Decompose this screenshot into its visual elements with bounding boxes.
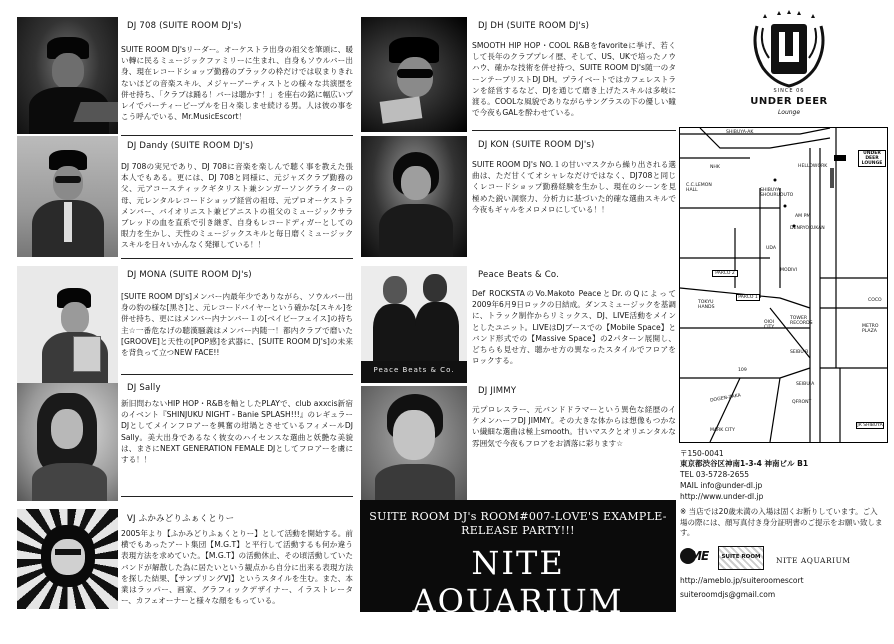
- dj-sally-photo: [17, 383, 118, 501]
- dj-kon-name: DJ KON (SUITE ROOM DJ's): [478, 140, 595, 150]
- contact-email[interactable]: suiteroomdjs@gmail.com: [680, 590, 776, 599]
- age-notice: ※ 当店では20歳未満の入場は固くお断りしています。ご入場の際には、顔写真付き身分証明書のご提示をお願い致します。: [680, 507, 883, 537]
- event-subtitle: SUITE ROOM DJ's ROOM#007-LOVE'S EXAMPLE-RELEASE PARTY!!!: [369, 510, 667, 537]
- map-roads: [680, 128, 887, 442]
- vj-fukamidori-name: VJ ふかみどりふぁくとりー: [127, 514, 235, 524]
- logo-name: UNDER DEER: [750, 96, 828, 107]
- peace-beats-bio: Def ROCKSTAのVo.Makoto PeaceとDr.のQによって2009年6月9日ロックの日結成。ダンスミュージックを基調に、トラック制作からリミックス、DJ、LIVE活動をメインとしたユニット。LIVEはDJブースでの【Mobile Space】とバンド形式での【Massive Space】の2パターン展開し、どちらも見せ方、聴かせ方の異なったスタイルでフロアをロックする。: [472, 289, 676, 366]
- sponsor-logo-me: [680, 546, 714, 566]
- dj-dh-bio: SMOOTH HIP HOP・COOL R&Bをfavoriteに挙げ、若くして長年のクラブプレイ歴、そして、US、UKで培ったノウハウ、確かな技術を併せ持つ、SUITE ROOM DJ's随一のターンテーブリストDJ DH。プライベートではカフェレストランを経営するなど、DJを通じて磨き上げたスキルは多岐に渡る。COOLな風貌でありながらサングラスの下の優しい瞳で今夜もGALを酔わせている。: [472, 41, 676, 118]
- venue-zip: 〒150-0041: [680, 449, 724, 458]
- peace-beats-photo: [361, 266, 467, 383]
- logo-sub: Lounge: [777, 109, 801, 116]
- peace-beats-caption: Peace Beats & Co.: [373, 366, 455, 374]
- map-label: DENRYOKUKAN: [790, 226, 825, 231]
- venue-map-pin: UNDER DEER LOUNGE: [858, 150, 886, 167]
- map-label: METRO PLAZA: [862, 324, 879, 334]
- map-label: MARK CITY: [710, 428, 735, 433]
- map-label: UDA: [766, 246, 776, 251]
- separator: [121, 135, 353, 136]
- map-label: OIOI CITY: [764, 320, 775, 330]
- map-label: SHIBUYA SHOURUOUTO: [760, 188, 794, 198]
- dj-sally-bio: 新旧問わないHIP HOP・R&Bを軸としたPLAYで、club axxcis新宿のイベント『SHINJUKU NIGHT - Banie SPLASH!!!』のレギュラーDJとしてメインフロアーを興奮の坩堝とさせているフィメールDJ Sally。美大出身であるなく彼女のハイセンスな選曲と妖艶な美貌は、まさにNEXT GENERATION FEMALE DJとしてフロアーを虜にする！！: [121, 399, 353, 465]
- venue-tel: TEL 03-5728-2655: [680, 470, 750, 479]
- separator: [121, 374, 353, 375]
- dj-jimmy-bio: 元プロレスラー、元バンドドラマーという異色な経歴のイケメンハーフDJ JIMMY。その大きな体からは想像もつかない繊細な選曲は極上smooth。甘いマスクとオリエンタルな雰囲気で今夜もフロアをお洒落に彩ります☆: [472, 405, 676, 448]
- map-label: NHK: [710, 165, 720, 170]
- dj-jimmy-name: DJ JIMMY: [478, 386, 517, 396]
- dj-708-name: DJ 708 (SUITE ROOM DJ's): [127, 21, 242, 31]
- venue-mail: MAIL info@under-dl.jp: [680, 481, 763, 490]
- venue-map: [679, 127, 888, 443]
- map-label: QFRONT: [792, 400, 812, 405]
- sponsor-logo-suiteroom: [718, 546, 764, 570]
- map-label: DOGEN-ZAKA: [709, 393, 742, 404]
- sponsor-nite-aquarium: NITE AQUARIUM: [776, 556, 851, 565]
- map-label: AM PM: [795, 214, 811, 219]
- dj-sally-name: DJ Sally: [127, 383, 161, 393]
- separator: [121, 258, 353, 259]
- map-label: JR SHIBUYA: [857, 423, 883, 428]
- dj-jimmy-photo: [361, 386, 467, 500]
- event-tagline: 宵闇に流されて、イケナイコトを致しましょう。: [397, 630, 639, 643]
- dj-708-photo: [17, 17, 118, 134]
- map-label: TOWER RECORDS: [790, 316, 813, 326]
- map-label: SEIBU A: [796, 382, 815, 387]
- dj-dh-photo: [361, 17, 467, 132]
- dj-mona-photo: [17, 266, 118, 383]
- dj-708-bio: SUITE ROOM DJ'sリーダー。オーケストラ出身の祖父を筆頭に、暖い轉に民るミュージックファミリーに生まれ、自身もソウルバー出身、現在レコードショップ勤務のブラックの枠だけでは収まりきれないほどの音楽スキル、メジャーアーティストとの様々な共演歴を併せ持ち、「クラブは踊る！バーは聴かす！」を座右の銘に幅広いプレイでパーティーピープルを日々楽しませ続ける男。人は彼の事をこう呼んでいる、Mr.MusicEscort！: [121, 45, 353, 122]
- map-label: SHIBUYA-AK: [726, 130, 754, 135]
- map-label: 109: [738, 368, 747, 373]
- event-title: NITE AQUARIUM: [412, 544, 624, 620]
- logo-since: SINCE 06: [773, 88, 805, 94]
- dj-mona-bio: [SUITE ROOM DJ's]メンバー内最年少でありながら、ソウルバー出身の豹の様な[黒さ]と、元レコードバイヤーという確かな[スキル]を併せ持ち、更にはメンバー内ナンバー１の[ベイビーフェイス]の持ち主☆一番危なげの聴漢騒義はメンバー内随一！都内クラブで磨いた[GROOVE]と天性の[POP感]を武器に、[SUITE ROOM DJ's]の未来を背負って立つNEW FACE!!: [121, 292, 353, 358]
- venue-url: http://www.under-dl.jp: [680, 492, 764, 501]
- map-label: COCO: [868, 298, 882, 303]
- vj-fukamidori-photo: [17, 509, 118, 609]
- separator: [472, 130, 676, 131]
- dj-dh-name: DJ DH (SUITE ROOM DJ's): [478, 21, 590, 31]
- blog-link[interactable]: http://ameblo.jp/suiteroomescort: [680, 576, 804, 585]
- dj-dandy-bio: DJ 708の実兄であり、DJ 708に音楽を楽しんで聴く事を教えた張本人でもある。更には、DJ 708と同様に、元ジャズクラブ勤務の父、元アコースティックギタリスト兼シンガーソングライターの母、元レンタルレコードショップ経営の祖母、元プロオーケストラメンバー、バイオリニスト兼ピアニストの祖父のミュージックサラブレッドの血を直系で引き継ぎ、自身もレコードディガーとしての眼力を生かし、天性のミュージックスキルと毎日磨くミュージックスキルを日々いかんなく発揮している！！: [121, 162, 353, 250]
- event-banner: [360, 500, 676, 643]
- sponsor-suiteroom: SUITE ROOM: [721, 554, 761, 560]
- sponsor-me: ME: [690, 549, 709, 563]
- map-label: PARCO 1: [736, 294, 760, 301]
- map-label: MODIVI: [780, 268, 797, 273]
- map-label: HELLOWORK: [798, 164, 828, 169]
- separator: [121, 496, 353, 497]
- map-label: TOKYU HANDS: [698, 300, 715, 310]
- vj-fukamidori-bio: 2005年より【ふかみどりふぁくとりー】として活動を開始する。前横でもあったアート集団【M.G.T】と平行して活動するも何か違う表現方法を求めていた。【M.G.T】の活動休止、その頃活動していたバンドが解散した為に居たいという観点から自分に出来る表現方法を探した結果、【サンプリングVJ】というスタイルを生む。また、本業はラッパー、画家、グラフィックデザイナー、イラストレーター、カフェオーナーと様々な顔をもっている。: [121, 529, 353, 606]
- venue-logo: [749, 8, 829, 120]
- dj-dandy-name: DJ Dandy (SUITE ROOM DJ's): [127, 141, 254, 151]
- dj-mona-name: DJ MONA (SUITE ROOM DJ's): [127, 270, 252, 280]
- dj-dandy-photo: [17, 136, 118, 257]
- venue-address: 東京都渋谷区神南1-3-4 神南ビル B1: [680, 459, 809, 468]
- dj-kon-bio: SUITE ROOM DJ's NO.１の甘いマスクから繰り出される選曲は、ただ甘くてオシャレなだけではなく、DJ708と同じくレコードショップ勤務経験を生かし、現在のシーンを見極めた鋭い洞察力、分析力に基づいた的確な選曲スキルで今夜もギャルをメロメロにしている！！: [472, 160, 676, 214]
- map-label: PARCO 2: [712, 270, 738, 277]
- peace-beats-name: Peace Beats & Co.: [478, 270, 560, 280]
- dj-kon-photo: [361, 136, 467, 257]
- map-label: SEIBU B: [790, 350, 809, 355]
- map-label: C.C.LEMON HALL: [686, 183, 712, 193]
